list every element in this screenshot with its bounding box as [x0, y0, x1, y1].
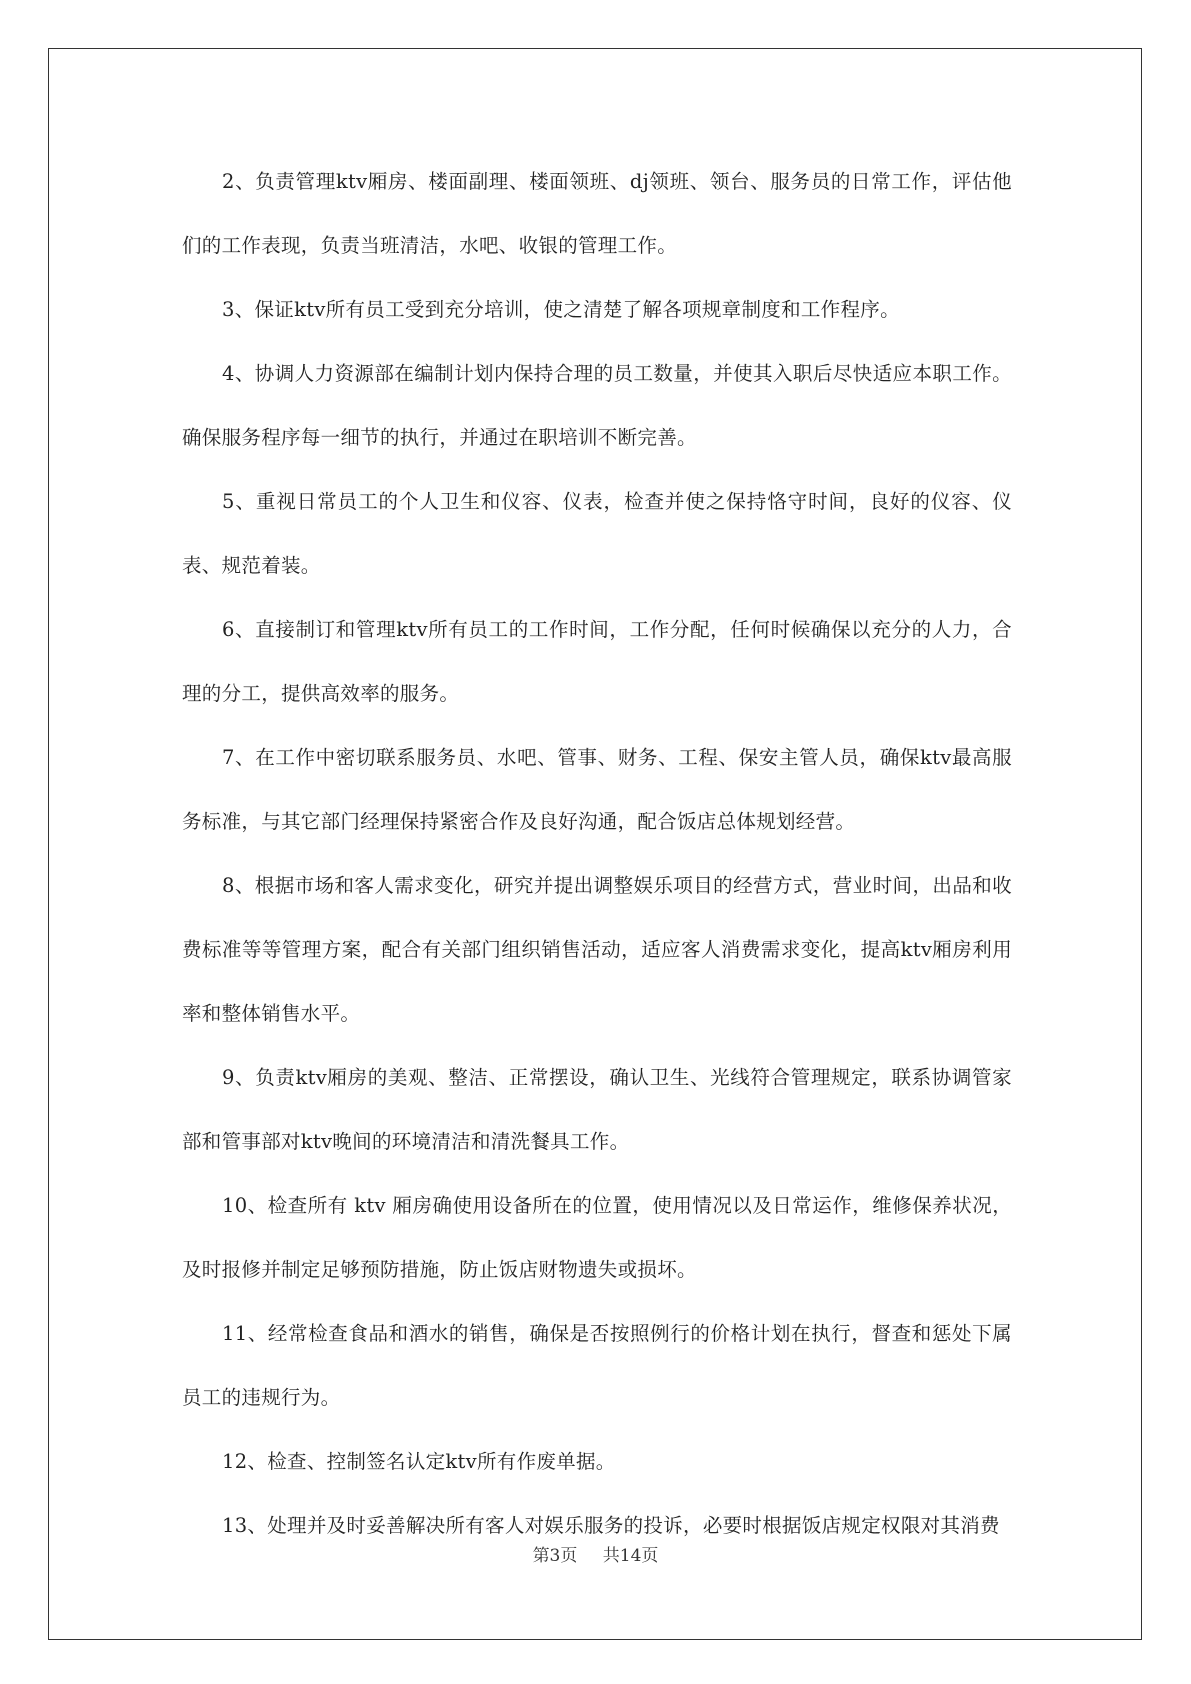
- paragraph-7: 7、在工作中密切联系服务员、水吧、管事、财务、工程、保安主管人员，确保ktv最高服务标准，与其它部门经理保持紧密合作及良好沟通，配合饭店总体规划经营。: [182, 746, 1012, 833]
- paragraph-10: 10、检查所有 ktv 厢房确使用设备所在的位置，使用情况以及日常运作，维修保养状况，及时报修并制定足够预防措施，防止饭店财物遗失或损坏。: [182, 1194, 1012, 1281]
- paragraph-3: 3、保证ktv所有员工受到充分培训，使之清楚了解各项规章制度和工作程序。: [222, 298, 900, 321]
- page-total: 共14页: [602, 1546, 659, 1566]
- page-number: 第3页: [532, 1546, 578, 1566]
- paragraph-5: 5、重视日常员工的个人卫生和仪容、仪表，检查并使之保持恪守时间，良好的仪容、仪表、规范着装。: [182, 490, 1012, 577]
- page-footer: [0, 1541, 1191, 1566]
- paragraph-13: 13、处理并及时妥善解决所有客人对娱乐服务的投诉，必要时根据饭店规定权限对其消费: [222, 1514, 1000, 1537]
- paragraph-2: 2、负责管理ktv厢房、楼面副理、楼面领班、dj领班、领台、服务员的日常工作，评估他们的工作表现，负责当班清洁，水吧、收银的管理工作。: [182, 170, 1012, 257]
- paragraph-9: 9、负责ktv厢房的美观、整洁、正常摆设，确认卫生、光线符合管理规定，联系协调管家部和管事部对ktv晚间的环境清洁和清洗餐具工作。: [182, 1066, 1012, 1153]
- paragraph-6: 6、直接制订和管理ktv所有员工的工作时间，工作分配，任何时候确保以充分的人力，合理的分工，提供高效率的服务。: [182, 618, 1012, 705]
- paragraph-11: 11、经常检查食品和酒水的销售，确保是否按照例行的价格计划在执行，督查和惩处下属员工的违规行为。: [182, 1322, 1012, 1409]
- paragraph-4: 4、协调人力资源部在编制计划内保持合理的员工数量，并使其入职后尽快适应本职工作。确保服务程序每一细节的执行，并通过在职培训不断完善。: [182, 362, 1012, 449]
- document-body: [182, 150, 1012, 1558]
- paragraph-8: 8、根据市场和客人需求变化，研究并提出调整娱乐项目的经营方式，营业时间，出品和收费标准等等管理方案，配合有关部门组织销售活动，适应客人消费需求变化，提高ktv厢房利用率和整体销售水平。: [182, 874, 1012, 1025]
- paragraph-12: 12、检查、控制签名认定ktv所有作废单据。: [222, 1450, 616, 1473]
